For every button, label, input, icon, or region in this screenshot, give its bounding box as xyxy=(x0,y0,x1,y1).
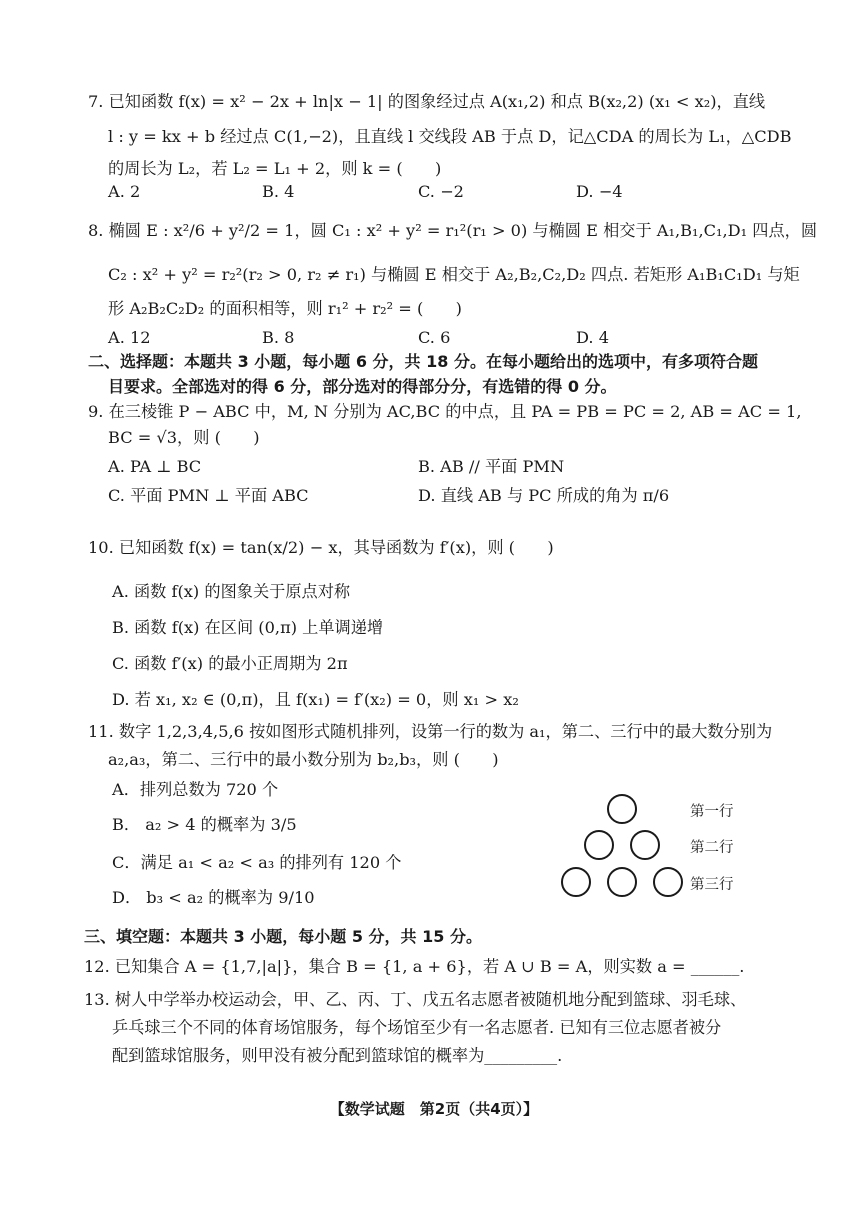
row2-circle xyxy=(584,830,614,860)
q13-line-2: 乒乓球三个不同的体育场馆服务，每个场馆至少有一名志愿者. 已知有三位志愿者被分 xyxy=(112,1018,722,1037)
section-2-heading: 二、选择题：本题共 3 小题，每小题 6 分，共 18 分。在每小题给出的选项中，有多项符合题 xyxy=(88,352,758,371)
q8-line-3: 形 A₂B₂C₂D₂ 的面积相等，则 r₁² + r₂² = ( ) xyxy=(108,299,462,318)
q7-option-a: A. 2 xyxy=(108,182,141,201)
row3-circle xyxy=(607,867,637,897)
q13-line-1: 13. 树人中学举办校运动会，甲、乙、丙、丁、戊五名志愿者被随机地分配到篮球、羽毛球、 xyxy=(84,990,747,1009)
q7-line-1: 7. 已知函数 f(x) = x² − 2x + ln|x − 1| 的图象经过点 A(x₁,2) 和点 B(x₂,2) (x₁ < x₂)，直线 xyxy=(88,92,766,111)
q8-line-2: C₂ : x² + y² = r₂²(r₂ > 0, r₂ ≠ r₁) 与椭圆 E 相交于 A₂,B₂,C₂,D₂ 四点. 若矩形 A₁B₁C₁D₁ 与矩 xyxy=(108,265,800,284)
q11-option-c: C．满足 a₁ < a₂ < a₃ 的排列有 120 个 xyxy=(112,853,402,872)
row-label-second: 第二行 xyxy=(690,840,734,856)
q8-option-d: D. 4 xyxy=(576,328,609,347)
section-2-instructions: 目要求。全部选对的得 6 分，部分选对的得部分分，有选错的得 0 分。 xyxy=(108,377,617,396)
q8-option-b: B. 8 xyxy=(262,328,295,347)
q10-stem: 10. 已知函数 f(x) = tan(x/2) − x，其导函数为 f′(x)，则 ( ) xyxy=(88,538,554,557)
q10-option-a: A. 函数 f(x) 的图象关于原点对称 xyxy=(112,582,351,601)
q11-option-d: D． b₃ < a₂ 的概率为 9/10 xyxy=(112,888,315,907)
row-label-first: 第一行 xyxy=(690,804,734,820)
q9-option-a: A. PA ⊥ BC xyxy=(108,457,202,476)
q7-line-2: l : y = kx + b 经过点 C(1,−2)，且直线 l 交线段 AB 于点 D，记△CDA 的周长为 L₁，△CDB xyxy=(108,127,792,146)
q11-line-1: 11. 数字 1,2,3,4,5,6 按如图形式随机排列，设第一行的数为 a₁，第二、三行中的最大数分别为 xyxy=(88,722,773,741)
q11-option-a: A．排列总数为 720 个 xyxy=(112,780,279,799)
q12-text: 12. 已知集合 A = {1,7,|a|}，集合 B = {1, a + 6}，若 A ∪ B = A，则实数 a = ______. xyxy=(84,957,745,976)
q11-line-2: a₂,a₃，第二、三行中的最小数分别为 b₂,b₃，则 ( ) xyxy=(108,750,499,769)
q10-option-c: C. 函数 f′(x) 的最小正周期为 2π xyxy=(112,654,348,673)
q8-option-c: C. 6 xyxy=(418,328,451,347)
row3-circle xyxy=(561,867,591,897)
q10-option-d: D. 若 x₁, x₂ ∈ (0,π)，且 f(x₁) = f′(x₂) = 0，则 x₁ > x₂ xyxy=(112,690,519,709)
q7-option-c: C. −2 xyxy=(418,182,464,201)
q9-line-2: BC = √3，则 ( ) xyxy=(108,428,260,447)
q9-option-b: B. AB // 平面 PMN xyxy=(418,457,565,476)
row1-circle xyxy=(607,794,637,824)
q8-option-a: A. 12 xyxy=(108,328,151,347)
q7-option-d: D. −4 xyxy=(576,182,623,201)
q9-option-c: C. 平面 PMN ⊥ 平面 ABC xyxy=(108,486,309,505)
q7-option-b: B. 4 xyxy=(262,182,295,201)
row-label-third: 第三行 xyxy=(690,877,734,893)
q13-line-3: 配到篮球馆服务，则甲没有被分配到篮球馆的概率为_________. xyxy=(112,1046,563,1065)
q8-line-1: 8. 椭圆 E : x²/6 + y²/2 = 1，圆 C₁ : x² + y² = r₁²(r₁ > 0) 与椭圆 E 相交于 A₁,B₁,C₁,D₁ 四点，圆 xyxy=(88,221,818,240)
row2-circle xyxy=(630,830,660,860)
page-footer: 【数学试题 第2页（共4页）】 xyxy=(329,1100,539,1118)
q9-option-d: D. 直线 AB 与 PC 所成的角为 π/6 xyxy=(418,486,670,505)
q9-line-1: 9. 在三棱锥 P − ABC 中，M, N 分别为 AC,BC 的中点，且 PA = PB = PC = 2, AB = AC = 1, xyxy=(88,402,802,421)
q10-option-b: B. 函数 f(x) 在区间 (0,π) 上单调递增 xyxy=(112,618,384,637)
row3-circle xyxy=(653,867,683,897)
q11-option-b: B． a₂ > 4 的概率为 3/5 xyxy=(112,815,297,834)
section-3-heading: 三、填空题：本题共 3 小题，每小题 5 分，共 15 分。 xyxy=(84,927,482,946)
q7-line-3: 的周长为 L₂，若 L₂ = L₁ + 2，则 k = ( ) xyxy=(108,159,442,178)
